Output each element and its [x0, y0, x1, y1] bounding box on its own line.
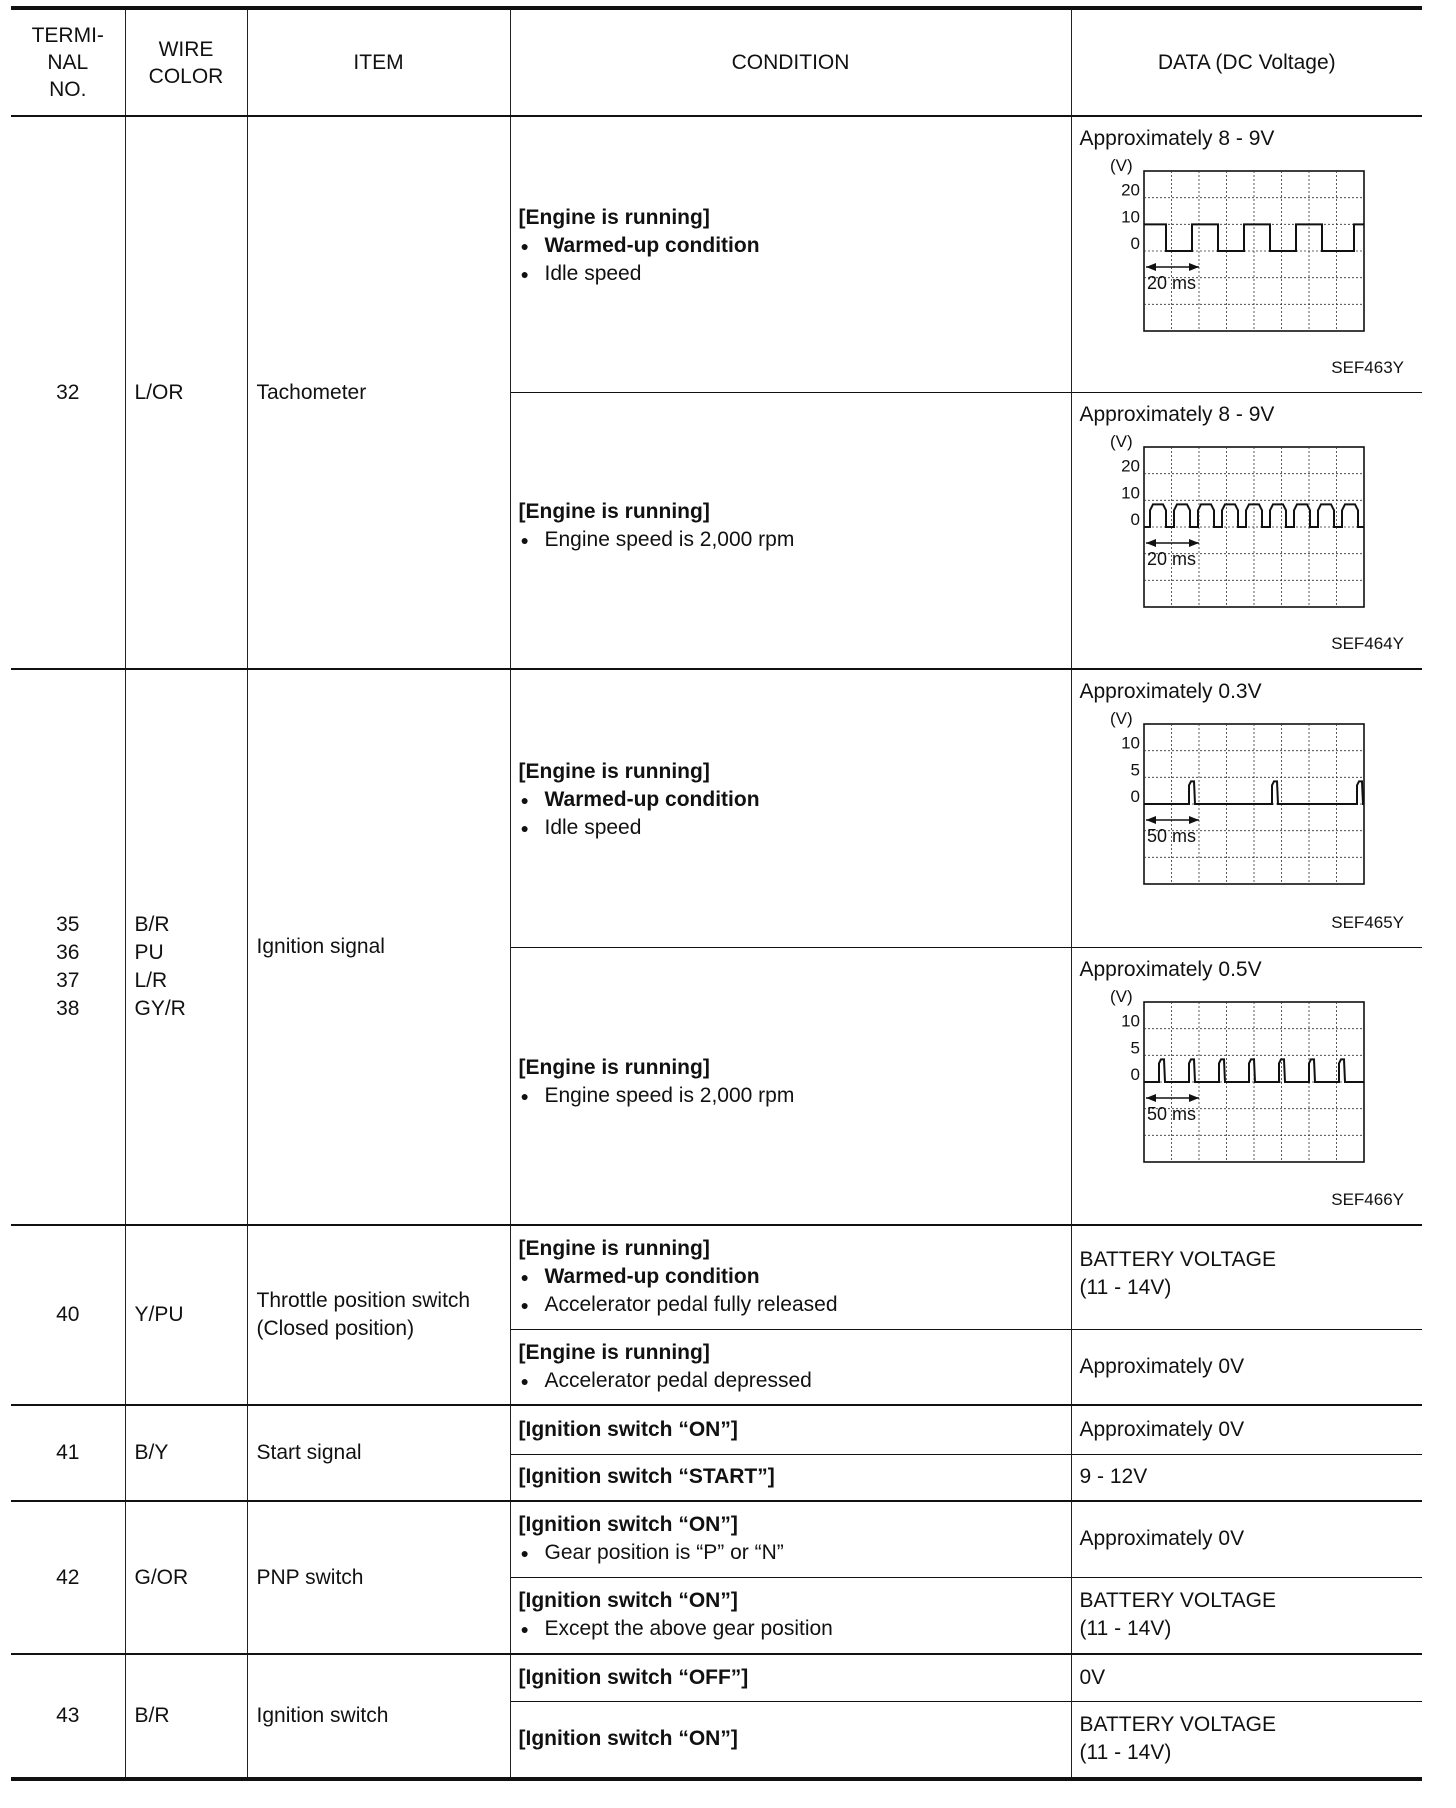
header-terminal: TERMI- NAL NO. — [11, 8, 125, 116]
condition-heading: [Engine is running] — [518, 1340, 710, 1364]
scope-tick-label: 0 — [1130, 787, 1140, 806]
wire-color: L/R — [134, 969, 168, 992]
data-cell — [1071, 669, 1422, 947]
data-value: Approximately 0.3V — [1079, 680, 1262, 703]
data-value: 9 - 12V — [1071, 1454, 1422, 1501]
table-row — [11, 1501, 1422, 1577]
scope-tick-label: 5 — [1130, 760, 1140, 780]
condition-bullet: ● Gear position is “P” or “N” — [519, 1539, 1071, 1567]
terminal-number: 43 — [11, 1654, 125, 1779]
condition-cell — [510, 1329, 1071, 1405]
scope-tick-label: 20 — [1120, 180, 1140, 200]
condition-heading: [Engine is running] — [518, 1237, 710, 1261]
terminal-number: 42 — [11, 1501, 125, 1654]
data-value: BATTERY VOLTAGE — [1079, 1248, 1276, 1271]
terminal-number-list — [11, 669, 125, 1225]
arrow-right-icon — [1146, 539, 1156, 547]
terminal-number: 35 — [56, 913, 80, 936]
item-name: Ignition switch — [247, 1654, 510, 1779]
condition-bullet: ● Engine speed is 2,000 rpm — [519, 1082, 1071, 1110]
scope-tick-label: 10 — [1120, 207, 1140, 227]
figure-code: SEF463Y — [1331, 357, 1404, 377]
arrow-left-icon — [1189, 263, 1199, 271]
wire-color: B/Y — [125, 1405, 247, 1501]
data-value: Approximately 0V — [1071, 1405, 1422, 1454]
arrow-left-icon — [1189, 1094, 1199, 1102]
arrow-left-icon — [1189, 539, 1199, 547]
scope-unit: (V) — [1109, 159, 1133, 175]
condition-cell — [510, 1501, 1071, 1577]
terminal-number: 40 — [11, 1225, 125, 1405]
condition-bullet: ● Idle speed — [519, 260, 1071, 288]
data-value: Approximately 0.5V — [1079, 957, 1262, 981]
condition-heading: [Engine is running] — [518, 206, 710, 230]
data-cell — [1071, 1577, 1422, 1654]
arrow-right-icon — [1146, 1094, 1156, 1102]
oscilloscope-waveform — [1108, 712, 1368, 887]
wire-color-list — [125, 669, 247, 1225]
wire-color: L/OR — [125, 116, 247, 669]
condition-bullet: ● Except the above gear position — [519, 1615, 1071, 1643]
terminal-number: 36 — [56, 941, 80, 964]
wire-color: PU — [134, 941, 164, 964]
scope-unit: (V) — [1109, 712, 1133, 728]
terminal-number: 32 — [11, 116, 125, 669]
condition-heading: [Ignition switch “ON”] — [518, 1513, 738, 1537]
scope-tick-label: 10 — [1120, 482, 1140, 502]
condition-cell — [510, 392, 1071, 669]
time-scale-label: 20 ms — [1146, 273, 1196, 293]
data-value: 0V — [1071, 1654, 1422, 1701]
wire-color: B/R — [134, 913, 170, 936]
data-value: Approximately 8 - 9V — [1079, 127, 1275, 150]
item-name: Start signal — [247, 1405, 510, 1501]
condition-cell — [510, 1225, 1071, 1329]
wire-color: GY/R — [134, 997, 186, 1020]
signal-trace — [1144, 1059, 1364, 1082]
item-line: Throttle position switch — [256, 1289, 471, 1312]
data-cell — [1071, 392, 1422, 669]
wire-color: B/R — [125, 1654, 247, 1779]
condition-cell — [510, 116, 1071, 392]
figure-code: SEF464Y — [1331, 634, 1404, 653]
oscilloscope-waveform — [1108, 435, 1368, 610]
condition-heading: [Ignition switch “ON”] — [510, 1701, 1071, 1779]
scope-unit: (V) — [1109, 989, 1133, 1006]
condition-heading: [Engine is running] — [518, 1055, 710, 1079]
terminal-data-sheet — [11, 6, 1422, 1781]
data-value: BATTERY VOLTAGE — [1079, 1713, 1276, 1737]
wire-color: G/OR — [125, 1501, 247, 1654]
table-row — [11, 116, 1422, 392]
figure-code: SEF466Y — [1331, 1190, 1404, 1209]
scope-tick-label: 20 — [1120, 456, 1140, 476]
figure-code: SEF465Y — [1331, 912, 1404, 932]
condition-cell — [510, 947, 1071, 1225]
terminal-number: 38 — [56, 997, 80, 1020]
wire-color: Y/PU — [125, 1225, 247, 1405]
condition-heading: [Ignition switch “START”] — [510, 1454, 1071, 1501]
data-value: Approximately 8 - 9V — [1079, 402, 1275, 426]
condition-heading: [Engine is running] — [518, 500, 710, 524]
condition-heading: [Ignition switch “ON”] — [518, 1589, 738, 1613]
item-name — [247, 1225, 510, 1405]
ecm-terminal-table — [11, 6, 1422, 1781]
header-data: DATA (DC Voltage) — [1071, 8, 1422, 116]
data-value: Approximately 0V — [1071, 1329, 1422, 1405]
table-row — [11, 1405, 1422, 1454]
item-name: Ignition signal — [247, 669, 510, 1225]
scope-tick-label: 10 — [1120, 733, 1140, 753]
condition-bullet: ● Idle speed — [519, 814, 1071, 842]
data-cell — [1071, 116, 1422, 392]
table-row — [11, 1225, 1422, 1329]
scope-tick-label: 0 — [1130, 1064, 1140, 1084]
condition-bullet: ● Warmed-up condition — [519, 786, 1071, 814]
time-scale-label: 20 ms — [1146, 548, 1196, 569]
oscilloscope-waveform — [1108, 990, 1368, 1165]
terminal-number: 37 — [56, 969, 80, 992]
data-value: Approximately 0V — [1071, 1501, 1422, 1577]
data-value: BATTERY VOLTAGE — [1079, 1589, 1276, 1613]
data-value: (11 - 14V) — [1079, 1741, 1172, 1765]
table-row — [11, 669, 1422, 947]
condition-bullet: ● Accelerator pedal depressed — [519, 1367, 1071, 1395]
arrow-right-icon — [1146, 816, 1156, 824]
condition-bullet: ● Accelerator pedal fully released — [519, 1291, 1071, 1319]
item-name: Tachometer — [247, 116, 510, 669]
header-row — [11, 8, 1422, 116]
header-condition: CONDITION — [510, 8, 1071, 116]
scope-tick-label: 10 — [1120, 1011, 1140, 1031]
condition-cell — [510, 1577, 1071, 1654]
scope-tick-label: 0 — [1130, 234, 1140, 253]
scope-tick-label: 0 — [1130, 509, 1140, 529]
data-cell — [1071, 1701, 1422, 1779]
condition-heading: [Engine is running] — [518, 760, 710, 784]
condition-bullet: ● Warmed-up condition — [519, 232, 1071, 260]
header-item: ITEM — [247, 8, 510, 116]
data-value: (11 - 14V) — [1079, 1617, 1172, 1641]
data-value: (11 - 14V) — [1079, 1276, 1172, 1299]
oscilloscope-waveform — [1108, 159, 1368, 334]
condition-heading: [Ignition switch “OFF”] — [510, 1654, 1071, 1701]
data-cell — [1071, 1225, 1422, 1329]
terminal-number: 41 — [11, 1405, 125, 1501]
scope-unit: (V) — [1109, 434, 1133, 451]
condition-bullet: ● Warmed-up condition — [519, 1263, 1071, 1291]
time-scale-label: 50 ms — [1146, 1103, 1196, 1124]
header-wire-color: WIRE COLOR — [125, 8, 247, 116]
arrow-left-icon — [1189, 816, 1199, 824]
table-row — [11, 1654, 1422, 1701]
arrow-right-icon — [1146, 263, 1156, 271]
condition-cell — [510, 669, 1071, 947]
item-line: (Closed position) — [256, 1317, 415, 1340]
data-cell — [1071, 947, 1422, 1225]
scope-tick-label: 5 — [1130, 1037, 1140, 1057]
condition-heading: [Ignition switch “ON”] — [510, 1405, 1071, 1454]
item-name: PNP switch — [247, 1501, 510, 1654]
condition-bullet: ● Engine speed is 2,000 rpm — [519, 526, 1071, 554]
time-scale-label: 50 ms — [1146, 826, 1196, 846]
